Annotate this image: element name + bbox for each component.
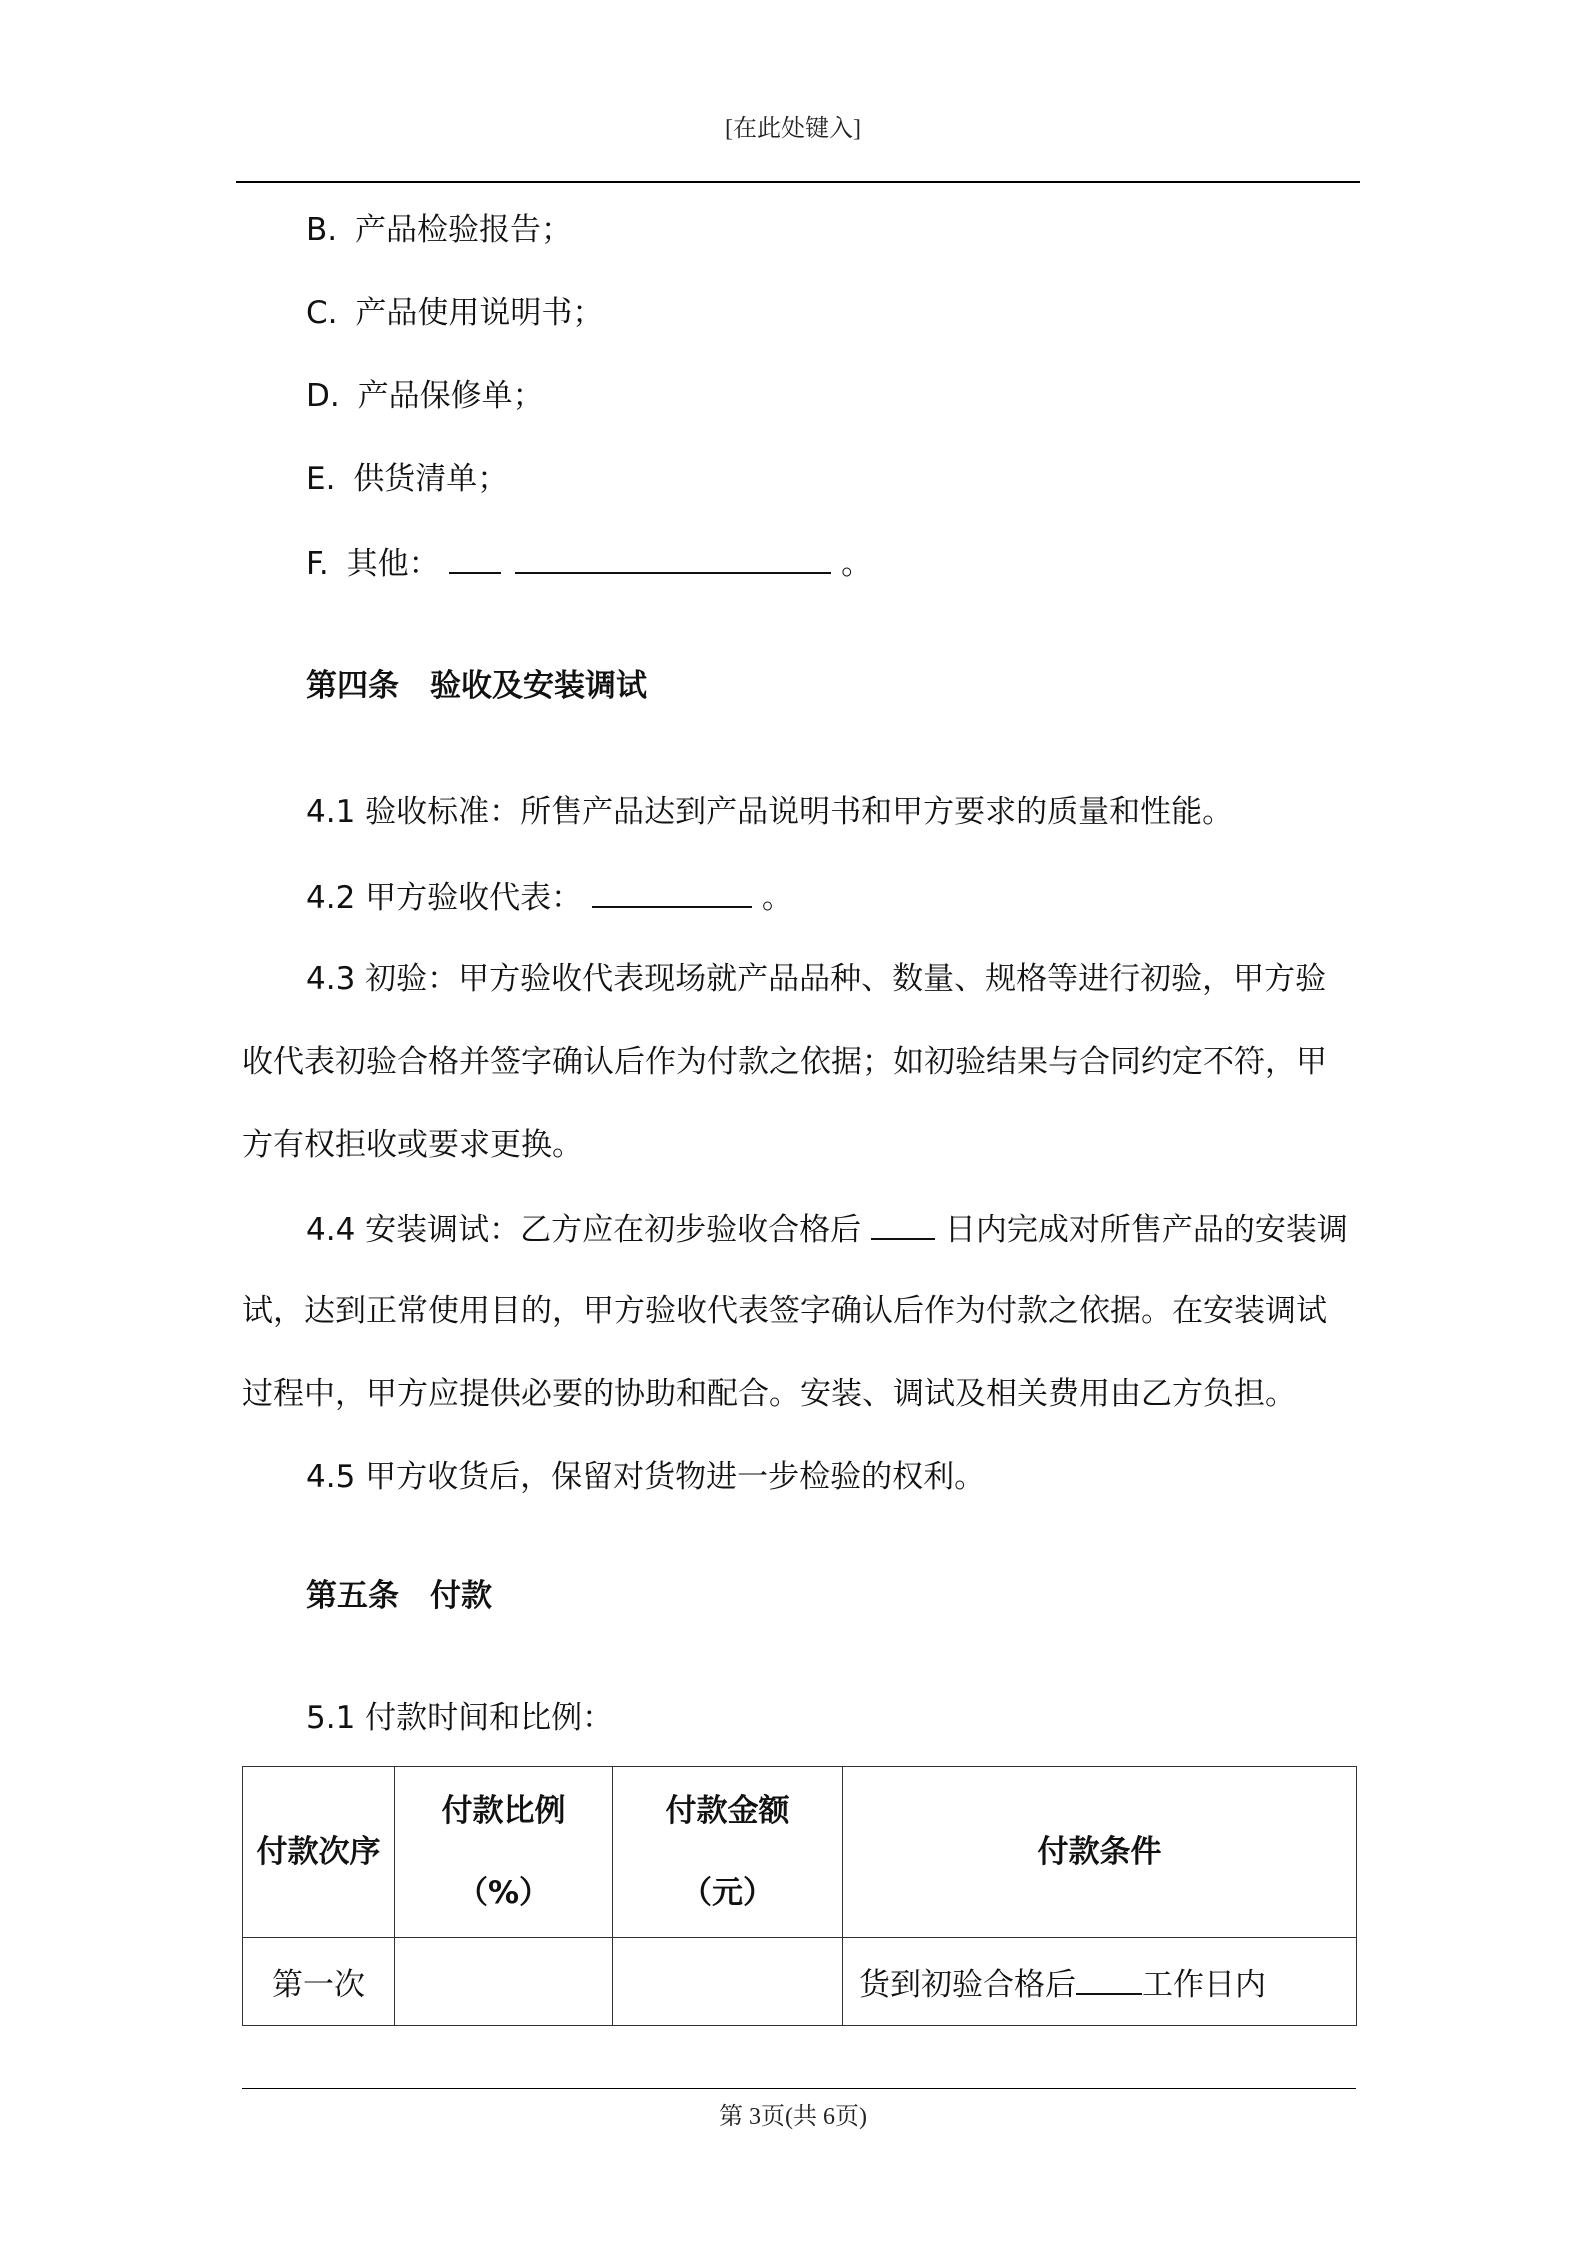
header-ratio-line-1: 付款比例 [441, 1793, 566, 1829]
list-item [306, 293, 603, 333]
payment-table [242, 1766, 1357, 2026]
header-condition: 付款条件 [843, 1767, 1357, 1938]
cell-order: 第一次 [243, 1938, 395, 2026]
clause-4-2 [306, 876, 793, 918]
header-amount [613, 1767, 843, 1938]
clause-4-4-line-1 [306, 1208, 1348, 1250]
clause-4-4-line-2: 试，达到正常使用目的，甲方验收代表签字确认后作为付款之依据。在安装调试 [242, 1293, 1327, 1329]
fill-blank-workdays[interactable] [1076, 1967, 1142, 1995]
header-ratio [395, 1767, 613, 1938]
clause-4-4-text-after: 日内完成对所售产品的安装调 [944, 1212, 1348, 1248]
condition-text-end: 工作日内 [1142, 1967, 1266, 2003]
header-amount-line-1: 付款金额 [665, 1793, 790, 1829]
fill-blank-short[interactable] [449, 542, 501, 574]
list-item [306, 376, 544, 416]
item-text: 产品检验报告； [354, 212, 572, 248]
clause-4-4-text: 4.4 安装调试：乙方应在初步验收合格后 [306, 1212, 862, 1248]
item-letter: F. [306, 546, 329, 582]
fill-blank-representative[interactable] [592, 876, 752, 908]
item-letter: D. [306, 378, 340, 414]
page-footer: 第 3页(共 6页) [719, 2104, 867, 2130]
item-text: 其他： [346, 546, 440, 582]
clause-4-2-end: 。 [761, 880, 793, 916]
cell-amount[interactable] [613, 1938, 843, 2026]
footer-divider [242, 2088, 1356, 2089]
clause-4-3-line-1: 4.3 初验：甲方验收代表现场就产品品种、数量、规格等进行初验，甲方验 [306, 961, 1327, 997]
cell-condition [843, 1938, 1357, 2026]
item-text: 产品使用说明书； [355, 295, 604, 331]
clause-4-4-line-3: 过程中，甲方应提供必要的协助和配合。安装、调试及相关费用由乙方负担。 [242, 1376, 1296, 1412]
page-header: [在此处键入] [725, 116, 861, 142]
list-item-other [306, 542, 872, 584]
header-order: 付款次序 [243, 1767, 395, 1938]
item-end: 。 [841, 546, 873, 582]
list-item [306, 210, 572, 250]
fill-blank-days[interactable] [871, 1208, 935, 1240]
clause-4-1: 4.1 验收标准：所售产品达到产品说明书和甲方要求的质量和性能。 [306, 794, 1234, 830]
header-ratio-line-2: （%） [456, 1875, 551, 1911]
condition-text: 货到初验合格后 [859, 1967, 1076, 2003]
item-letter: B. [306, 212, 338, 248]
article-5-heading: 第五条 付款 [306, 1578, 492, 1614]
table-header-row [243, 1767, 1357, 1938]
clause-5-1: 5.1 付款时间和比例： [306, 1700, 614, 1736]
cell-ratio[interactable] [395, 1938, 613, 2026]
header-amount-line-2: （元） [681, 1875, 774, 1911]
item-text: 供货清单； [353, 461, 509, 497]
table-row [243, 1938, 1357, 2026]
clause-4-3-line-3: 方有权拒收或要求更换。 [242, 1127, 583, 1163]
item-text: 产品保修单； [357, 378, 544, 414]
item-letter: E. [306, 461, 336, 497]
list-item [306, 459, 508, 499]
article-4-heading: 第四条 验收及安装调试 [306, 668, 647, 704]
clause-4-5: 4.5 甲方收货后，保留对货物进一步检验的权利。 [306, 1459, 986, 1495]
clause-4-2-text: 4.2 甲方验收代表： [306, 880, 583, 916]
header-divider [236, 181, 1360, 183]
fill-blank-other[interactable] [515, 542, 831, 574]
clause-4-3-line-2: 收代表初验合格并签字确认后作为付款之依据；如初验结果与合同约定不符，甲 [242, 1044, 1327, 1080]
item-letter: C. [306, 295, 338, 331]
